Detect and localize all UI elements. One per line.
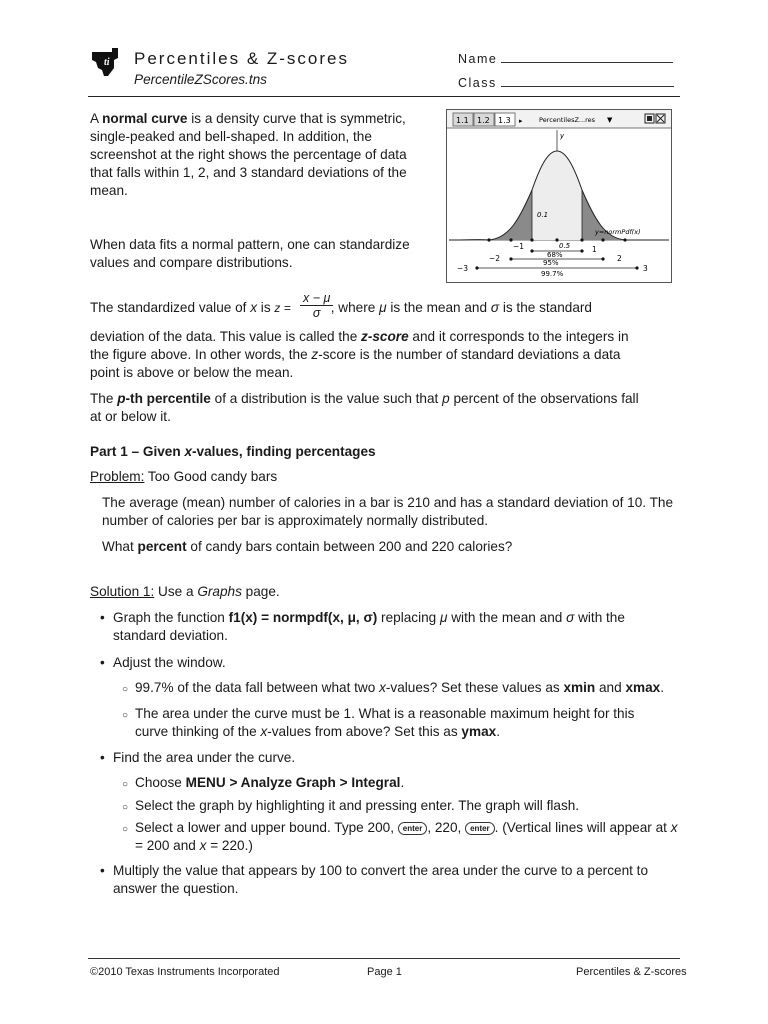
- calc-function-label: y=normPdf(x): [595, 228, 641, 236]
- svg-text:ti: ti: [104, 57, 110, 68]
- step-multiply-percent: Multiply the value that appears by 100 to convert the area under the curve to a percent to answer the question.: [113, 863, 649, 896]
- calc-tick-minus2: −2: [489, 254, 501, 263]
- name-label: Name: [458, 52, 498, 66]
- percentile-paragraph: The p-th percentile of a distribution is the value such that p percent of the observations fall at or below it.: [90, 391, 639, 424]
- calc-tick-1: 1: [592, 245, 597, 254]
- calc-tick-minus3: −3: [457, 264, 469, 273]
- zscore-fraction: $\frac{x - \mu}{\sigma}$: [300, 291, 333, 320]
- svg-text:1.1: 1.1: [456, 116, 469, 125]
- sub-bullet-2-icon: ○: [122, 710, 129, 721]
- bullet-1-icon: •: [100, 610, 105, 625]
- svg-text:1.3: 1.3: [498, 116, 511, 125]
- class-label: Class: [458, 76, 497, 90]
- sub-bullet-3-icon: ○: [122, 779, 129, 790]
- substep-select-graph: Select the graph by highlighting it and pressing enter. The graph will flash.: [135, 798, 580, 813]
- substep-bounds: Select a lower and upper bound. Type 200, enter , 220, enter . (Vertical lines will appear at x = 200 and x = 220.): [135, 820, 678, 853]
- tns-filename: PercentileZScores.tns: [134, 72, 267, 87]
- zscore-paragraph: deviation of the data. This value is called the z-score and it corresponds to the integers in the figure above. In other words, the z-score is the number of standard deviations a data point is above or below the mean.: [90, 329, 629, 380]
- intro-paragraph-2: When data fits a normal pattern, one can standardize values and compare distributions.: [90, 237, 410, 270]
- standardized-value-line: The standardized value of x is z = , where μ is the mean and σ is the standard: [90, 300, 592, 315]
- name-field[interactable]: [458, 50, 673, 68]
- substep-menu-integral: Choose MENU > Analyze Graph > Integral.: [135, 775, 405, 790]
- calc-dropdown-icon[interactable]: ▼: [607, 116, 613, 124]
- substep-ymax: The area under the curve must be 1. What is a reasonable maximum height for this curve thinking of the x-values from above? Set this as ymax.: [135, 706, 635, 739]
- calc-tick-3: 3: [643, 264, 648, 273]
- step-find-area: Find the area under the curve.: [113, 750, 296, 765]
- calc-scroll-arrow-icon[interactable]: ▸: [519, 117, 523, 125]
- normal-curve-term: normal curve: [102, 111, 188, 126]
- footer-page-number: Page 1: [367, 966, 402, 978]
- class-line: [501, 74, 674, 87]
- intro-paragraph-1: A normal curve is a density curve that is symmetric, single-peaked and bell-shaped. In addition, the screenshot at the right shows the percentage of data that falls within 1, 2, and 3 standard deviations of the mean.: [90, 111, 407, 198]
- footer-copyright: ©2010 Texas Instruments Incorporated: [90, 966, 280, 978]
- calc-tick-minus1: −1: [513, 242, 525, 251]
- calc-range-99-7: 99.7%: [541, 270, 564, 278]
- bullet-3-icon: •: [100, 750, 105, 765]
- calc-document-title: PercentilesZ...res: [539, 116, 596, 124]
- step-graph-function: Graph the function f1(x) = normpdf(x, μ, σ) replacing μ with the mean and σ with the standard deviation.: [113, 610, 625, 643]
- calculator-screenshot: [446, 109, 672, 283]
- sub-bullet-1-icon: ○: [122, 684, 129, 695]
- sub-bullet-4-icon: ○: [122, 802, 129, 813]
- worksheet-title: Percentiles & Z-scores: [134, 49, 349, 68]
- step-adjust-window: Adjust the window.: [113, 655, 226, 670]
- calc-left-area-value: 0.1: [537, 211, 549, 219]
- enter-key-icon: enter: [398, 822, 428, 835]
- header-divider: [88, 96, 680, 97]
- texas-instruments-logo-icon: [88, 46, 122, 80]
- name-line: [501, 50, 673, 63]
- substep-xmin-xmax: 99.7% of the data fall between what two x-values? Set these values as xmin and xmax.: [135, 680, 664, 695]
- calc-center-area-value: 0.5: [559, 242, 571, 250]
- footer-divider: [88, 958, 680, 959]
- enter-key-icon: enter: [465, 822, 495, 835]
- problem-description: The average (mean) number of calories in a bar is 210 and has a standard deviation of 10. The number of calories per bar is approximately normally distributed.: [102, 495, 674, 528]
- footer-title: Percentiles & Z-scores: [576, 966, 687, 978]
- solution-heading: Solution 1: Use a Graphs page.: [90, 584, 280, 599]
- calc-tab-1-3[interactable]: [495, 113, 515, 126]
- calc-range-68: 68%: [547, 251, 563, 259]
- bullet-4-icon: •: [100, 863, 105, 878]
- calc-y-axis-label: y: [560, 132, 565, 140]
- calc-range-95: 95%: [543, 259, 559, 267]
- calc-tab-1-1[interactable]: [453, 113, 473, 126]
- calc-tab-1-2[interactable]: [474, 113, 494, 126]
- sub-bullet-5-icon: ○: [122, 824, 129, 835]
- problem-question: What percent of candy bars contain between 200 and 220 calories?: [102, 539, 513, 554]
- part1-heading: Part 1 – Given x-values, finding percentages: [90, 444, 376, 459]
- bullet-2-icon: •: [100, 655, 105, 670]
- svg-text:1.2: 1.2: [477, 116, 490, 125]
- problem-line: Problem: Too Good candy bars: [90, 469, 278, 484]
- calc-tick-2: 2: [617, 254, 622, 263]
- class-field[interactable]: [458, 74, 674, 92]
